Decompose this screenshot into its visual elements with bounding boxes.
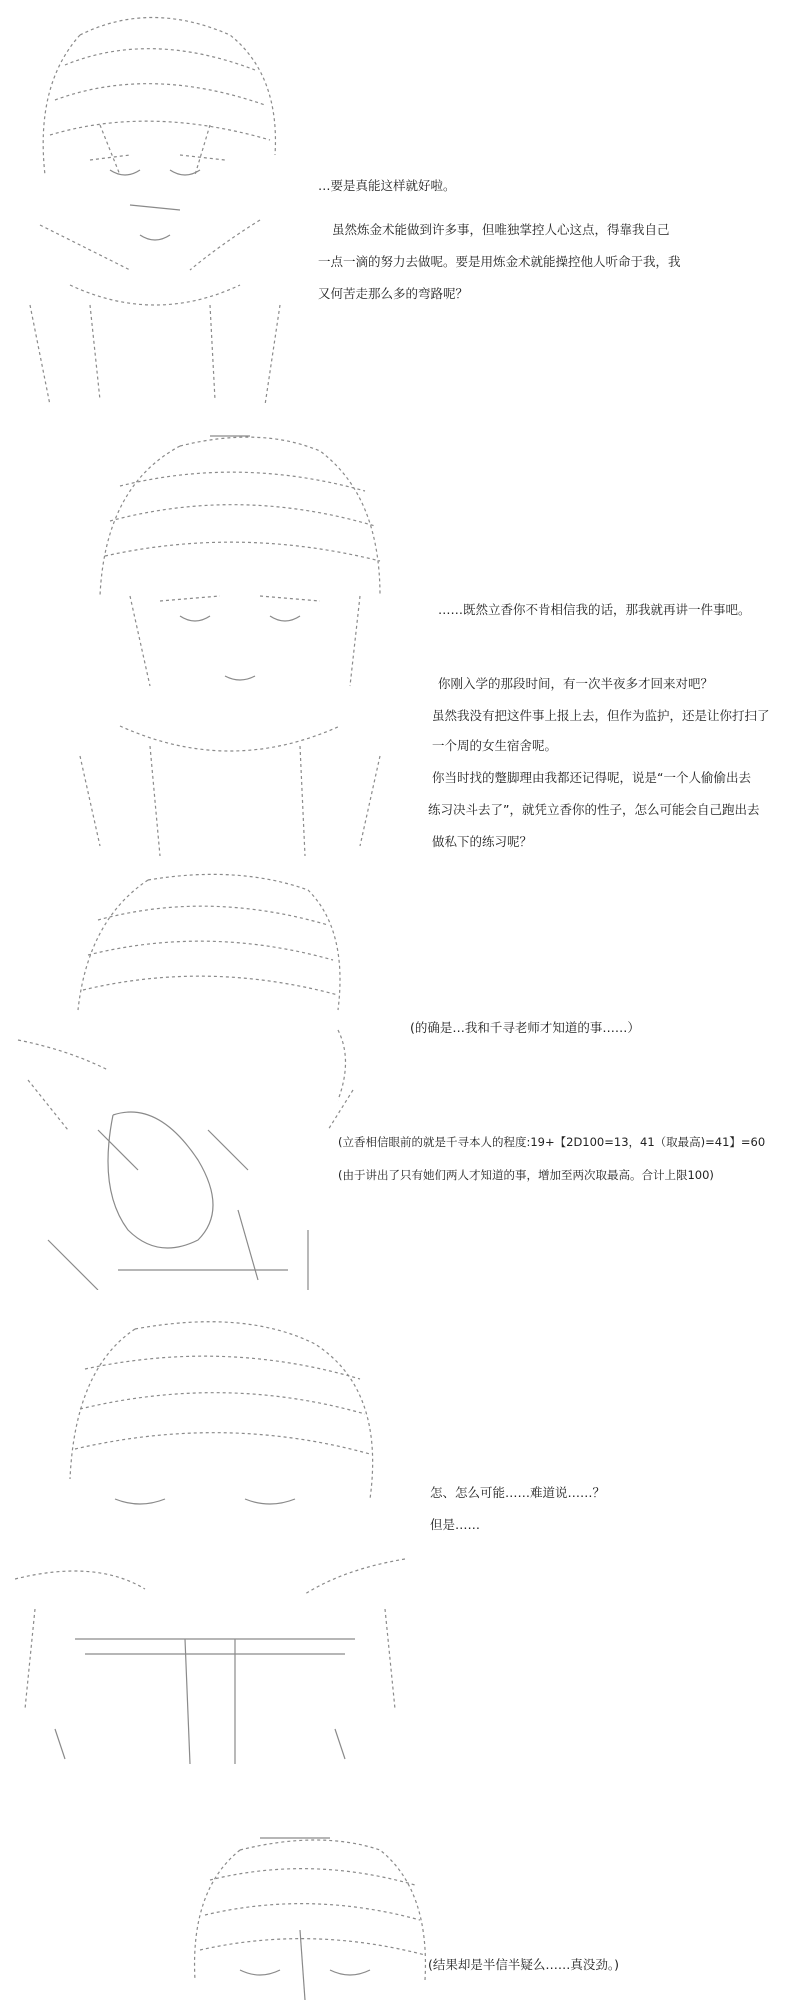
dialogue-line: 但是…… xyxy=(430,1517,481,1532)
character-ascii-art-2 xyxy=(60,426,395,866)
dialogue-line: 一点一滴的努力去做呢。要是用炼金术就能操控他人听命于我，我 xyxy=(318,254,681,269)
dialogue-line: 你当时找的蹩脚理由我都还记得呢，说是“一个人偷偷出去 xyxy=(432,770,751,785)
panel-4 xyxy=(0,1295,800,1775)
dialogue-line: ……既然立香你不肯相信我的话，那我就再讲一件事吧。 xyxy=(438,602,751,617)
character-ascii-art-4 xyxy=(15,1309,405,1764)
ascii-art-figure xyxy=(15,1309,405,1764)
dialogue-line: (的确是…我和千寻老师才知道的事……） xyxy=(410,1020,640,1035)
dialogue-line: 做私下的练习呢？ xyxy=(432,834,533,849)
dialogue-line: …要是真能这样就好啦。 xyxy=(318,178,456,193)
dialogue-line: 虽然我没有把这件事上报上去，但作为监护，还是让你打扫了 xyxy=(432,708,770,723)
dialogue-line: 又何苦走那么多的弯路呢？ xyxy=(318,286,469,301)
dialogue-line: 一个周的女生宿舍呢。 xyxy=(432,738,558,753)
character-ascii-art-5 xyxy=(180,1830,435,2000)
ascii-art-figure xyxy=(60,426,395,866)
ascii-art-figure xyxy=(8,870,363,1290)
ascii-art-figure xyxy=(180,1830,435,2000)
panel-5 xyxy=(0,1775,800,2000)
dialogue-line: 虽然炼金术能做到许多事，但唯独掌控人心这点，得靠我自己 xyxy=(332,222,670,237)
dialogue-line: (由于讲出了只有她们两人才知道的事，增加至两次取最高。合计上限100) xyxy=(338,1168,714,1182)
dialogue-line: (结果却是半信半疑么……真没劲。) xyxy=(428,1957,620,1972)
ascii-art-figure xyxy=(10,5,300,405)
character-ascii-art-3 xyxy=(8,870,363,1290)
panel-1 xyxy=(0,0,800,420)
dialogue-line: 练习决斗去了”，就凭立香你的性子，怎么可能会自己跑出去 xyxy=(428,802,760,817)
dialogue-line: (立香相信眼前的就是千寻本人的程度:19+【2D100=13，41（取最高)=41】=60 xyxy=(338,1135,766,1149)
dialogue-line: 你刚入学的那段时间，有一次半夜多才回来对吧？ xyxy=(438,676,714,691)
character-ascii-art-1 xyxy=(10,5,300,405)
panel-3 xyxy=(0,870,800,1295)
panel-2 xyxy=(0,420,800,870)
dialogue-line: 怎、怎么可能……难道说……？ xyxy=(430,1485,606,1500)
